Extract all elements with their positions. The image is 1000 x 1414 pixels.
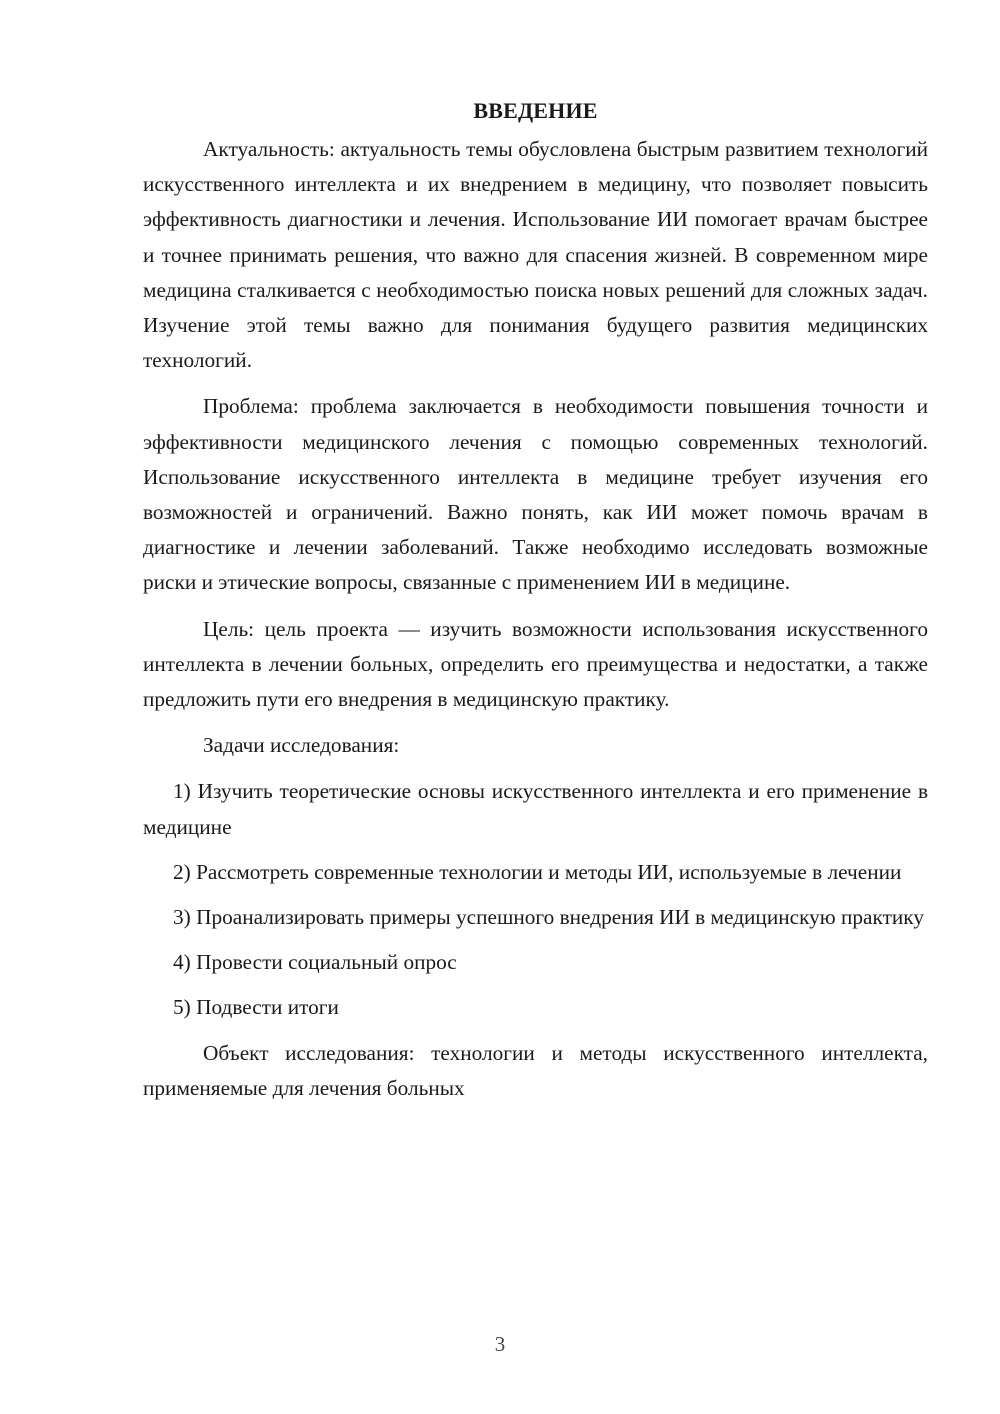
task-item-2: 2) Рассмотреть современные технологии и методы ИИ, используемые в лечении	[173, 859, 902, 884]
task-item-4: 4) Провести социальный опрос	[173, 950, 457, 975]
task-item-1: 1) Изучить теоретические основы искусственного интеллекта и его применение в медицине	[143, 779, 928, 839]
paragraph-relevance: Актуальность: актуальность темы обусловлена быстрым развитием технологий искусственного интеллекта и их внедрением в медицину, что позволяет повысить эффективность диагностики и лечения. Использование ИИ помогает врачам быстрее и точнее принимать решения, что важно для спасения жизней. В современном мире медицина сталкивается с необходимостью поиска новых решений для сложных задач. Изучение этой темы важно для понимания будущего развития медицинских технологий.	[143, 137, 928, 373]
page-number: 3	[494, 1332, 506, 1356]
paragraph-object: Объект исследования: технологии и методы искусственного интеллекта, применяемые для лечения больных	[143, 1040, 928, 1100]
section-heading: ВВЕДЕНИЕ	[473, 98, 598, 123]
tasks-heading: Задачи исследования:	[203, 733, 400, 758]
task-item-5: 5) Подвести итоги	[173, 995, 339, 1020]
task-item-3: 3) Проанализировать примеры успешного внедрения ИИ в медицинскую практику	[173, 905, 924, 930]
paragraph-goal: Цель: цель проекта — изучить возможности использования искусственного интеллекта в лечении больных, определить его преимущества и недостатки, а также предложить пути его внедрения в медицинскую практику.	[143, 616, 928, 712]
document-page	[143, 96, 928, 1117]
paragraph-problem: Проблема: проблема заключается в необходимости повышения точности и эффективности медицинского лечения с помощью современных технологий. Использование искусственного интеллекта в медицине требует изучения его возможностей и ограничений. Важно понять, как ИИ может помочь врачам в диагностике и лечении заболеваний. Также необходимо исследовать возможные риски и этические вопросы, связанные с применением ИИ в медицине.	[143, 394, 928, 595]
